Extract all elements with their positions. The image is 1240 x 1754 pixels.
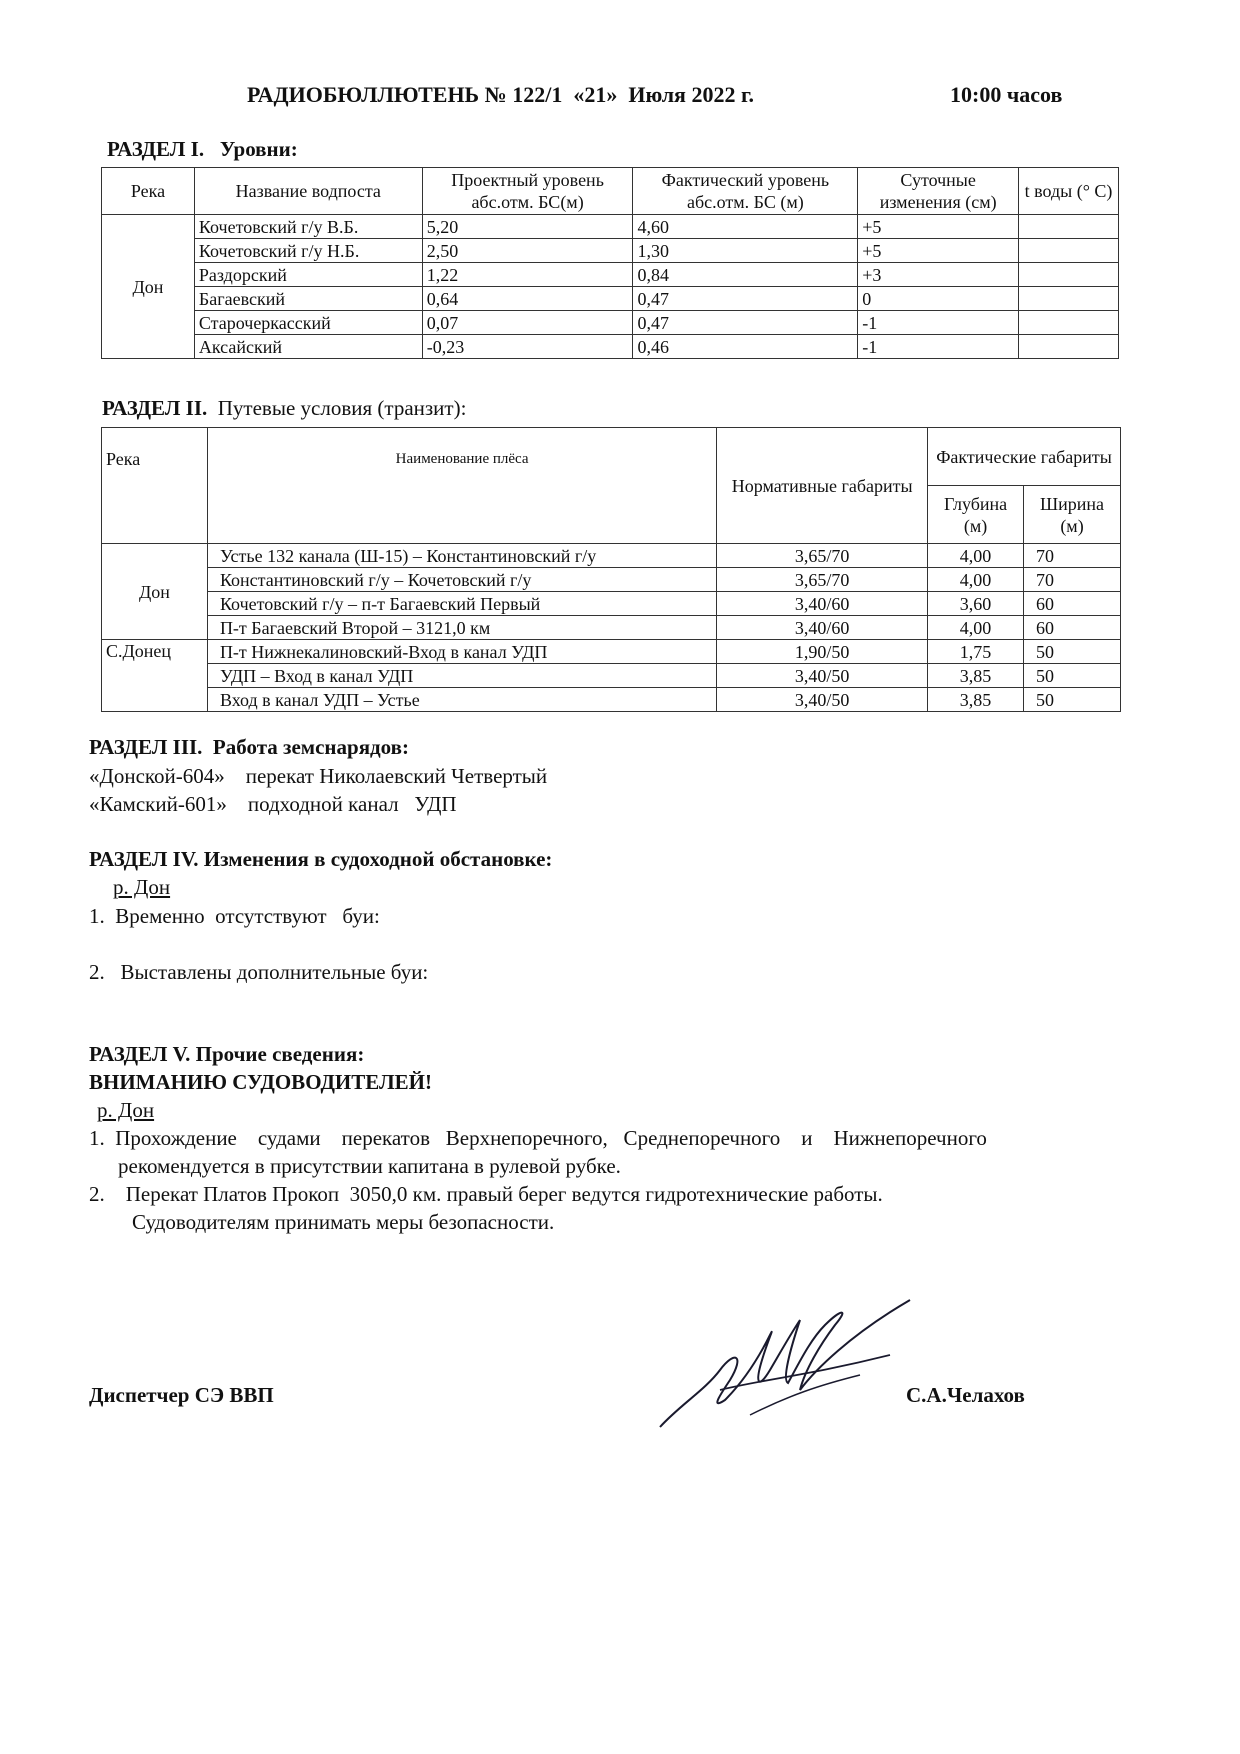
table-row xyxy=(102,215,1119,239)
table-row xyxy=(102,616,1121,640)
actual-level: 4,60 xyxy=(633,215,858,239)
project-level: 2,50 xyxy=(422,239,633,263)
width-value: 70 xyxy=(1024,544,1121,568)
table-row xyxy=(102,239,1119,263)
table-row xyxy=(102,311,1119,335)
project-level: 0,64 xyxy=(422,287,633,311)
dredger-line-1: «Донской-604» перекат Николаевский Четвертый xyxy=(89,764,548,788)
col-daily-change: Суточные изменения (см) xyxy=(858,168,1019,215)
col-water-temp: t воды (° С) xyxy=(1019,168,1119,215)
depth-value: 3,60 xyxy=(928,592,1024,616)
river-cell: Дон xyxy=(102,544,208,640)
station-name: Раздорский xyxy=(194,263,422,287)
section1-title: РАЗДЕЛ I. Уровни: xyxy=(107,137,298,161)
norm-value: 1,90/50 xyxy=(717,640,928,664)
width-value: 70 xyxy=(1024,568,1121,592)
col-width: Ширина (м) xyxy=(1024,486,1121,544)
width-value: 50 xyxy=(1024,688,1121,712)
river-cell: С.Донец xyxy=(102,640,208,712)
daily-change: 0 xyxy=(858,287,1019,311)
section4-item-2: 2. Выставлены дополнительные буи: xyxy=(89,960,429,984)
station-name: Кочетовский г/у В.Б. xyxy=(194,215,422,239)
table-row xyxy=(102,688,1121,712)
depth-value: 3,85 xyxy=(928,688,1024,712)
station-name: Кочетовский г/у Н.Б. xyxy=(194,239,422,263)
table-row xyxy=(102,335,1119,359)
levels-header-row xyxy=(102,168,1119,215)
actual-level: 1,30 xyxy=(633,239,858,263)
water-temp xyxy=(1019,335,1119,359)
depth-value: 4,00 xyxy=(928,568,1024,592)
attention-heading: ВНИМАНИЮ СУДОВОДИТЕЛЕЙ! xyxy=(89,1070,432,1094)
signature-icon xyxy=(650,1295,940,1435)
water-temp xyxy=(1019,215,1119,239)
depth-value: 4,00 xyxy=(928,616,1024,640)
width-value: 60 xyxy=(1024,592,1121,616)
route-table xyxy=(101,427,1121,712)
norm-value: 3,40/50 xyxy=(717,688,928,712)
norm-value: 3,65/70 xyxy=(717,544,928,568)
dispatcher-name: С.А.Челахов xyxy=(906,1383,1025,1407)
water-temp xyxy=(1019,287,1119,311)
col-project-level: Проектный уровень абс.отм. БС(м) xyxy=(422,168,633,215)
section3-title: РАЗДЕЛ III. Работа земснарядов: xyxy=(89,735,409,759)
col-river: Река xyxy=(102,428,208,544)
depth-value: 1,75 xyxy=(928,640,1024,664)
col-norm: Нормативные габариты xyxy=(717,428,928,544)
daily-change: +5 xyxy=(858,215,1019,239)
norm-value: 3,65/70 xyxy=(717,568,928,592)
depth-value: 3,85 xyxy=(928,664,1024,688)
bulletin-title: РАДИОБЮЛЛЮТЕНЬ № 122/1 «21» Июля 2022 г. xyxy=(247,82,754,107)
stretch-name: УДП – Вход в канал УДП xyxy=(207,664,716,688)
section5-item-1-line-1: 1. Прохождение судами перекатов Верхнепоречного, Среднепоречного и Нижнепоречного xyxy=(89,1126,987,1150)
stretch-name: Константиновский г/у – Кочетовский г/у xyxy=(207,568,716,592)
route-header-row xyxy=(102,428,1121,486)
bulletin-header xyxy=(0,82,1240,112)
daily-change: -1 xyxy=(858,311,1019,335)
stretch-name: П-т Багаевский Второй – 3121,0 км xyxy=(207,616,716,640)
stretch-name: Устье 132 канала (Ш-15) – Константиновский г/у xyxy=(207,544,716,568)
norm-value: 3,40/60 xyxy=(717,592,928,616)
section4-river: р. Дон xyxy=(113,875,171,899)
table-row xyxy=(102,287,1119,311)
col-actual-level: Фактический уровень абс.отм. БС (м) xyxy=(633,168,858,215)
station-name: Багаевский xyxy=(194,287,422,311)
actual-level: 0,84 xyxy=(633,263,858,287)
section4-title: РАЗДЕЛ IV. Изменения в судоходной обстановке: xyxy=(89,847,553,871)
section2-title-bold: РАЗДЕЛ II. xyxy=(102,396,208,420)
col-actual: Фактические габариты xyxy=(928,428,1121,486)
daily-change: +5 xyxy=(858,239,1019,263)
project-level: -0,23 xyxy=(422,335,633,359)
width-value: 50 xyxy=(1024,664,1121,688)
section2-title-rest: Путевые условия (транзит): xyxy=(217,396,467,420)
water-temp xyxy=(1019,239,1119,263)
width-value: 60 xyxy=(1024,616,1121,640)
project-level: 1,22 xyxy=(422,263,633,287)
depth-value: 4,00 xyxy=(928,544,1024,568)
actual-level: 0,46 xyxy=(633,335,858,359)
table-row xyxy=(102,568,1121,592)
levels-table xyxy=(101,167,1119,359)
section2-title xyxy=(102,396,466,421)
daily-change: -1 xyxy=(858,335,1019,359)
norm-value: 3,40/60 xyxy=(717,616,928,640)
stretch-name: Кочетовский г/у – п-т Багаевский Первый xyxy=(207,592,716,616)
norm-value: 3,40/50 xyxy=(717,664,928,688)
width-value: 50 xyxy=(1024,640,1121,664)
col-depth: Глубина (м) xyxy=(928,486,1024,544)
project-level: 5,20 xyxy=(422,215,633,239)
dispatcher-position: Диспетчер СЭ ВВП xyxy=(89,1383,274,1407)
actual-level: 0,47 xyxy=(633,287,858,311)
bulletin-time: 10:00 часов xyxy=(950,82,1063,107)
stretch-name: П-т Нижнекалиновский-Вход в канал УДП xyxy=(207,640,716,664)
section5-item-1-line-2: рекомендуется в присутствии капитана в рулевой рубке. xyxy=(118,1154,621,1178)
actual-level: 0,47 xyxy=(633,311,858,335)
station-name: Старочеркасский xyxy=(194,311,422,335)
section4-item-1: 1. Временно отсутствуют буи: xyxy=(89,904,380,928)
stretch-name: Вход в канал УДП – Устье xyxy=(207,688,716,712)
section5-item-2-line-1: 2. Перекат Платов Прокоп 3050,0 км. правый берег ведутся гидротехнические работы. xyxy=(89,1182,883,1206)
daily-change: +3 xyxy=(858,263,1019,287)
table-row xyxy=(102,592,1121,616)
dredger-line-2: «Камский-601» подходной канал УДП xyxy=(89,792,457,816)
section5-river: р. Дон xyxy=(97,1098,155,1122)
water-temp xyxy=(1019,263,1119,287)
table-row xyxy=(102,664,1121,688)
river-cell: Дон xyxy=(102,215,195,359)
section5-item-2-line-2: Судоводителям принимать меры безопасности. xyxy=(132,1210,555,1234)
table-row xyxy=(102,263,1119,287)
col-station: Название водпоста xyxy=(194,168,422,215)
project-level: 0,07 xyxy=(422,311,633,335)
station-name: Аксайский xyxy=(194,335,422,359)
col-stretch: Наименование плёса xyxy=(207,428,716,544)
table-row xyxy=(102,544,1121,568)
col-river: Река xyxy=(102,168,195,215)
table-row xyxy=(102,640,1121,664)
water-temp xyxy=(1019,311,1119,335)
section5-title: РАЗДЕЛ V. Прочие сведения: xyxy=(89,1042,365,1066)
